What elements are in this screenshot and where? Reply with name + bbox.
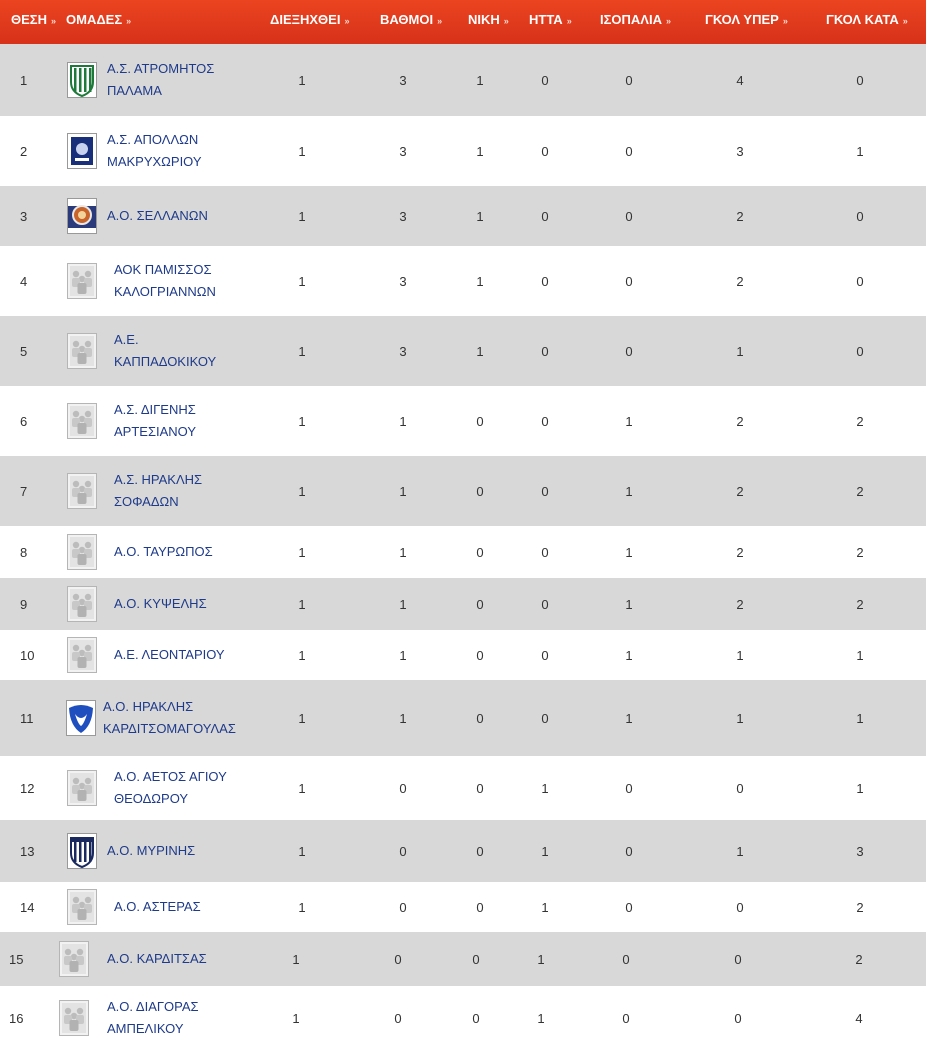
position-cell: 1 xyxy=(20,72,28,88)
goals-against-cell: 2 xyxy=(856,413,864,429)
points-cell: 3 xyxy=(399,273,407,289)
table-row xyxy=(0,932,926,986)
placeholder-team-icon[interactable] xyxy=(67,263,97,299)
losses-cell: 1 xyxy=(537,951,545,967)
wins-cell: 0 xyxy=(476,647,484,663)
team-name-link[interactable] xyxy=(114,329,216,373)
draws-cell: 0 xyxy=(625,343,633,359)
goals-against-cell: 0 xyxy=(856,72,864,88)
table-header xyxy=(0,0,926,44)
placeholder-team-icon[interactable] xyxy=(59,941,89,977)
team-name-line: Α.Ο. ΑΣΤΕΡΑΣ xyxy=(114,899,201,914)
goals-for-cell: 1 xyxy=(736,343,744,359)
table-row xyxy=(0,882,926,932)
position-cell: 14 xyxy=(20,899,35,915)
wins-cell: 0 xyxy=(472,951,480,967)
position-cell: 16 xyxy=(9,1010,24,1026)
position-cell: 11 xyxy=(20,710,34,726)
column-label: ΘΕΣΗ xyxy=(11,12,47,27)
table-row xyxy=(0,116,926,186)
goals-against-cell: 4 xyxy=(855,1010,863,1026)
wins-cell: 1 xyxy=(476,143,484,159)
placeholder-team-icon[interactable] xyxy=(67,333,97,369)
sort-draws-header[interactable] xyxy=(600,0,671,40)
column-label: ΔΙΕΞΗΧΘΕΙ xyxy=(270,12,341,27)
table-row xyxy=(0,456,926,526)
wins-cell: 1 xyxy=(476,208,484,224)
goals-for-cell: 2 xyxy=(736,208,744,224)
sort-points-header[interactable] xyxy=(380,0,442,40)
column-label: ΓΚΟΛ ΥΠΕΡ xyxy=(705,12,779,27)
team-name-line: Α.Ο. ΜΥΡΙΝΗΣ xyxy=(107,843,196,858)
column-label: ΙΣΟΠΑΛΙΑ xyxy=(600,12,662,27)
blue-eagle-crest-icon[interactable] xyxy=(66,700,96,736)
points-cell: 1 xyxy=(399,710,407,726)
losses-cell: 0 xyxy=(541,72,549,88)
placeholder-team-icon[interactable] xyxy=(67,586,97,622)
sort-goals-against-header[interactable] xyxy=(826,0,908,40)
goals-for-cell: 2 xyxy=(736,413,744,429)
goals-for-cell: 1 xyxy=(736,710,744,726)
points-cell: 0 xyxy=(399,899,407,915)
goals-for-cell: 0 xyxy=(736,899,744,915)
draws-cell: 1 xyxy=(625,413,633,429)
points-cell: 1 xyxy=(399,544,407,560)
goals-for-cell: 1 xyxy=(736,647,744,663)
played-cell: 1 xyxy=(298,413,306,429)
sort-teams-header[interactable] xyxy=(66,0,131,40)
table-row xyxy=(0,578,926,630)
draws-cell: 0 xyxy=(625,899,633,915)
placeholder-team-icon[interactable] xyxy=(67,534,97,570)
placeholder-team-icon[interactable] xyxy=(59,1000,89,1036)
goals-for-cell: 2 xyxy=(736,273,744,289)
points-cell: 3 xyxy=(399,343,407,359)
goals-for-cell: 0 xyxy=(734,1010,742,1026)
goals-against-cell: 0 xyxy=(856,343,864,359)
team-name-line: Α.Ο. ΗΡΑΚΛΗΣ xyxy=(103,699,194,714)
position-cell: 15 xyxy=(9,951,24,967)
draws-cell: 0 xyxy=(625,843,633,859)
table-row xyxy=(0,526,926,578)
column-label: ΓΚΟΛ ΚΑΤΑ xyxy=(826,12,899,27)
table-row xyxy=(0,756,926,820)
goals-against-cell: 0 xyxy=(856,273,864,289)
sort-wins-header[interactable] xyxy=(468,0,509,40)
team-name-link[interactable] xyxy=(107,948,207,970)
table-row xyxy=(0,820,926,882)
position-cell: 2 xyxy=(20,143,28,159)
team-name-link[interactable] xyxy=(114,259,216,303)
column-label: ΗΤΤΑ xyxy=(529,12,563,27)
goals-for-cell: 2 xyxy=(736,544,744,560)
sort-arrows-icon: » xyxy=(126,16,132,26)
table-row xyxy=(0,386,926,456)
losses-cell: 0 xyxy=(541,343,549,359)
team-name-line: ΑΟΚ ΠΑΜΙΣΣΟΣ xyxy=(114,262,212,277)
draws-cell: 0 xyxy=(622,951,630,967)
table-row xyxy=(0,680,926,756)
team-name-line: Α.Σ. ΑΠΟΛΛΩΝ xyxy=(107,132,199,147)
position-cell: 5 xyxy=(20,343,28,359)
played-cell: 1 xyxy=(298,596,306,612)
placeholder-team-icon[interactable] xyxy=(67,403,97,439)
points-cell: 1 xyxy=(399,483,407,499)
sort-losses-header[interactable] xyxy=(529,0,572,40)
losses-cell: 1 xyxy=(541,843,549,859)
wins-cell: 0 xyxy=(476,780,484,796)
points-cell: 3 xyxy=(399,208,407,224)
team-name-line: Α.Ο. ΑΕΤΟΣ ΑΓΙΟΥ xyxy=(114,769,227,784)
points-cell: 0 xyxy=(399,843,407,859)
goals-against-cell: 0 xyxy=(856,208,864,224)
placeholder-team-icon[interactable] xyxy=(67,889,97,925)
sort-arrows-icon: » xyxy=(437,16,443,26)
position-cell: 9 xyxy=(20,596,28,612)
points-cell: 0 xyxy=(394,1010,402,1026)
table-row xyxy=(0,44,926,116)
played-cell: 1 xyxy=(298,899,306,915)
column-label: ΟΜΑΔΕΣ xyxy=(66,12,123,27)
team-name-line: ΣΟΦΑΔΩΝ xyxy=(114,494,179,509)
sort-arrows-icon: » xyxy=(902,16,908,26)
goals-for-cell: 0 xyxy=(734,951,742,967)
draws-cell: 0 xyxy=(625,273,633,289)
points-cell: 3 xyxy=(399,72,407,88)
team-name-link[interactable] xyxy=(107,840,195,862)
losses-cell: 0 xyxy=(541,413,549,429)
position-cell: 13 xyxy=(20,843,35,859)
losses-cell: 1 xyxy=(541,899,549,915)
table-row xyxy=(0,630,926,680)
played-cell: 1 xyxy=(298,72,306,88)
team-name-link[interactable] xyxy=(103,696,236,740)
wins-cell: 0 xyxy=(476,413,484,429)
losses-cell: 1 xyxy=(537,1010,545,1026)
draws-cell: 0 xyxy=(625,780,633,796)
sort-arrows-icon: » xyxy=(566,16,572,26)
played-cell: 1 xyxy=(298,647,306,663)
team-name-line: ΚΑΠΠΑΔΟΚΙΚΟΥ xyxy=(114,354,217,369)
team-name-link[interactable] xyxy=(114,896,201,918)
sort-arrows-icon: » xyxy=(50,16,56,26)
wins-cell: 0 xyxy=(476,843,484,859)
team-name-link[interactable] xyxy=(114,399,196,443)
team-name-link[interactable] xyxy=(107,58,214,102)
draws-cell: 0 xyxy=(625,208,633,224)
goals-against-cell: 2 xyxy=(855,951,863,967)
draws-cell: 1 xyxy=(625,596,633,612)
losses-cell: 0 xyxy=(541,647,549,663)
column-label: ΒΑΘΜΟΙ xyxy=(380,12,434,27)
team-name-line: ΑΜΠΕΛΙΚΟΥ xyxy=(107,1021,184,1036)
wins-cell: 0 xyxy=(476,544,484,560)
team-name-link[interactable] xyxy=(114,541,213,563)
team-name-line: Α.Ο. ΚΥΨΕΛΗΣ xyxy=(114,596,207,611)
goals-against-cell: 2 xyxy=(856,899,864,915)
played-cell: 1 xyxy=(298,780,306,796)
team-name-line: Α.Σ. ΑΤΡΟΜΗΤΟΣ xyxy=(107,61,215,76)
team-name-link[interactable] xyxy=(114,766,227,810)
goals-against-cell: 2 xyxy=(856,483,864,499)
team-name-line: Α.Ε. ΛΕΟΝΤΑΡΙΟΥ xyxy=(114,647,225,662)
goals-for-cell: 2 xyxy=(736,596,744,612)
position-cell: 10 xyxy=(20,647,35,663)
team-name-link[interactable] xyxy=(114,593,207,615)
team-name-line: Α.Ο. ΤΑΥΡΩΠΟΣ xyxy=(114,544,213,559)
placeholder-team-icon[interactable] xyxy=(67,770,97,806)
green-striped-crest-icon[interactable] xyxy=(67,62,97,98)
draws-cell: 1 xyxy=(625,544,633,560)
team-name-link[interactable] xyxy=(107,996,199,1040)
position-cell: 3 xyxy=(20,208,28,224)
draws-cell: 0 xyxy=(625,143,633,159)
column-label: ΝΙΚΗ xyxy=(468,12,500,27)
draws-cell: 0 xyxy=(625,72,633,88)
sort-arrows-icon: » xyxy=(782,16,788,26)
played-cell: 1 xyxy=(298,843,306,859)
position-cell: 8 xyxy=(20,544,28,560)
draws-cell: 0 xyxy=(622,1010,630,1026)
losses-cell: 0 xyxy=(541,273,549,289)
played-cell: 1 xyxy=(298,544,306,560)
goals-for-cell: 1 xyxy=(736,843,744,859)
wins-cell: 0 xyxy=(476,483,484,499)
losses-cell: 0 xyxy=(541,208,549,224)
wins-cell: 1 xyxy=(476,343,484,359)
goals-against-cell: 1 xyxy=(856,143,864,159)
team-name-line: Α.Ο. ΚΑΡΔΙΤΣΑΣ xyxy=(107,951,207,966)
played-cell: 1 xyxy=(298,343,306,359)
team-name-line: Α.Σ. ΗΡΑΚΛΗΣ xyxy=(114,472,203,487)
wins-cell: 1 xyxy=(476,72,484,88)
wins-cell: 0 xyxy=(472,1010,480,1026)
wins-cell: 0 xyxy=(476,596,484,612)
team-name-link[interactable] xyxy=(107,205,208,227)
played-cell: 1 xyxy=(292,1010,300,1026)
team-name-line: Α.Ο. ΣΕΛΛΑΝΩΝ xyxy=(107,208,208,223)
navy-striped-crest-icon[interactable] xyxy=(67,833,97,869)
points-cell: 0 xyxy=(399,780,407,796)
placeholder-team-icon[interactable] xyxy=(67,473,97,509)
team-name-link[interactable] xyxy=(114,644,225,666)
losses-cell: 1 xyxy=(541,780,549,796)
position-cell: 4 xyxy=(20,273,28,289)
goals-against-cell: 1 xyxy=(856,780,864,796)
table-row xyxy=(0,186,926,246)
goals-for-cell: 4 xyxy=(736,72,744,88)
draws-cell: 1 xyxy=(625,483,633,499)
losses-cell: 0 xyxy=(541,143,549,159)
table-row xyxy=(0,986,926,1050)
draws-cell: 1 xyxy=(625,647,633,663)
played-cell: 1 xyxy=(298,273,306,289)
sort-arrows-icon: » xyxy=(503,16,509,26)
position-cell: 6 xyxy=(20,413,28,429)
goals-for-cell: 0 xyxy=(736,780,744,796)
round-crest-icon[interactable] xyxy=(67,198,97,234)
sort-arrows-icon: » xyxy=(344,16,350,26)
team-name-line: Α.Ο. ΔΙΑΓΟΡΑΣ xyxy=(107,999,199,1014)
team-name-line: Α.Ε. xyxy=(114,332,139,347)
sort-arrows-icon: » xyxy=(665,16,671,26)
wins-cell: 0 xyxy=(476,710,484,726)
played-cell: 1 xyxy=(298,143,306,159)
table-row xyxy=(0,316,926,386)
goals-against-cell: 1 xyxy=(856,647,864,663)
draws-cell: 1 xyxy=(625,710,633,726)
goals-for-cell: 3 xyxy=(736,143,744,159)
placeholder-team-icon[interactable] xyxy=(67,637,97,673)
points-cell: 1 xyxy=(399,596,407,612)
losses-cell: 0 xyxy=(541,710,549,726)
points-cell: 1 xyxy=(399,647,407,663)
played-cell: 1 xyxy=(298,483,306,499)
wins-cell: 0 xyxy=(476,899,484,915)
wins-cell: 1 xyxy=(476,273,484,289)
sort-played-header[interactable] xyxy=(270,0,349,40)
points-cell: 0 xyxy=(394,951,402,967)
points-cell: 3 xyxy=(399,143,407,159)
goals-against-cell: 3 xyxy=(856,843,864,859)
team-name-line: ΑΡΤΕΣΙΑΝΟΥ xyxy=(114,424,197,439)
team-name-line: ΚΑΛΟΓΡΙΑΝΝΩΝ xyxy=(114,284,216,299)
sort-goals-for-header[interactable] xyxy=(705,0,788,40)
goals-against-cell: 1 xyxy=(856,710,864,726)
team-name-line: Α.Σ. ΔΙΓΕΝΗΣ xyxy=(114,402,196,417)
team-name-line: ΘΕΟΔΩΡΟΥ xyxy=(114,791,189,806)
points-cell: 1 xyxy=(399,413,407,429)
position-cell: 12 xyxy=(20,780,35,796)
team-name-link[interactable] xyxy=(107,129,202,173)
table-row xyxy=(0,246,926,316)
played-cell: 1 xyxy=(298,710,306,726)
team-name-link[interactable] xyxy=(114,469,202,513)
position-cell: 7 xyxy=(20,483,28,499)
team-name-line: ΠΑΛΑΜΑ xyxy=(107,83,162,98)
sort-position-header[interactable] xyxy=(11,0,56,40)
played-cell: 1 xyxy=(292,951,300,967)
goals-against-cell: 2 xyxy=(856,544,864,560)
goals-against-cell: 2 xyxy=(856,596,864,612)
played-cell: 1 xyxy=(298,208,306,224)
goals-for-cell: 2 xyxy=(736,483,744,499)
losses-cell: 0 xyxy=(541,483,549,499)
losses-cell: 0 xyxy=(541,596,549,612)
blue-crest-icon[interactable] xyxy=(67,133,97,169)
team-name-line: ΚΑΡΔΙΤΣΟΜΑΓΟΥΛΑΣ xyxy=(103,721,236,736)
losses-cell: 0 xyxy=(541,544,549,560)
team-name-line: ΜΑΚΡΥΧΩΡΙΟΥ xyxy=(107,154,202,169)
